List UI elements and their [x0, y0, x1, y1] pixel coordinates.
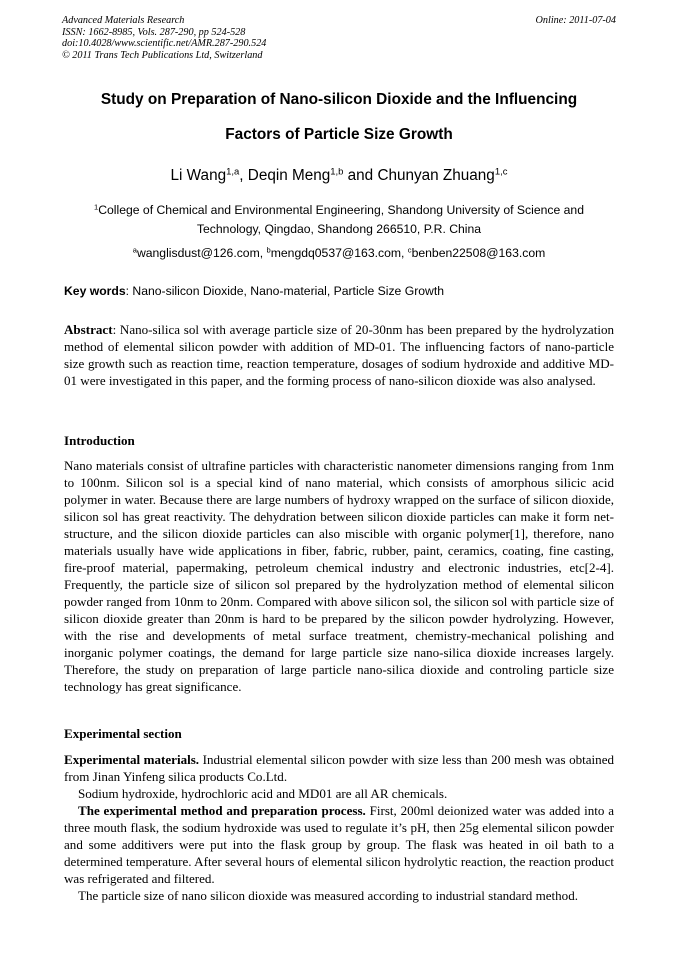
journal-header [62, 15, 616, 61]
materials-paragraph [64, 751, 614, 785]
affiliation-text: College of Chemical and Environmental Engineering, Shandong University of Science and Technology, Qingdao, Shandong 266510, P.R. China [98, 203, 584, 236]
author-affil-mark: 1,a [226, 166, 240, 178]
email-list [62, 244, 616, 262]
affiliation [72, 201, 606, 239]
keywords [64, 283, 616, 299]
method-label: The experimental method and preparation process. [78, 803, 366, 818]
materials-text: Industrial elemental silicon powder with size less than 200 mesh was obtained from Jinan Yinfeng silica products Co.Ltd. [64, 752, 615, 784]
experimental-text [64, 751, 614, 904]
introduction-text: Nano materials consist of ultrafine particles with characteristic nanometer dimensions ranging from 1nm to 100nm. Silicon sol is a special kind of nano material, which consists of amorphous silicic acid polymer in water. Because there are large numbers of hydroxy wrapped on the surface of silicon dioxide, silicon sol has great reactivity. The dehydration between silicon dioxide particles can make it form net-structure, and the silicon dioxide particles can also miscible with organic polymer[1], therefore, nano materials usually have wide applications in fiber, fabric, rubber, paint, ceramics, coating, fine casting, fire-proof material, papermaking, petroleum chemical industry and electronic industries, etc[2-4]. Frequently, the particle size of silicon sol prepared by the hydrolyzation method of elemental silicon powder ranged from 10nm to 20nm. Compared with above silicon sol, the silicon sol with particle size of silicon dioxide greater than 20nm is hard to be prepared by the silicon powder hydrolyzing. However, with the rise and developments of metal surface treatment, chemistry-mechanical polishing and inorganic polymer coatings, the demand for large particle size nano-silica dioxide increases largely. Therefore, the study on preparation of large particle nano-silica dioxide and controling particle size technology has great significance. [64, 458, 614, 694]
author-separator: , [239, 167, 248, 184]
email-separator: , [401, 246, 408, 260]
author-name: Deqin Meng [247, 167, 331, 184]
author-name: Li Wang [170, 167, 227, 184]
measurement-paragraph: The particle size of nano silicon dioxide was measured according to industrial standard method. [78, 888, 578, 903]
author-separator: and [343, 167, 378, 184]
method-text: First, 200ml deionized water was added into a three mouth flask, the sodium hydroxide was used to regulate it’s pH, then 25g elemental silicon powder and some additivers were put into the flask group by group. The flask was heated in oil bath to a determined temperature. After several hours of elemental silicon hydrolytic reaction, the reaction product was refrigerated and filtered. [64, 803, 614, 886]
abstract [64, 321, 614, 389]
copyright-line: © 2011 Trans Tech Publications Ltd, Switzerland [62, 49, 263, 61]
author-affil-mark: 1,c [494, 166, 508, 178]
keywords-label: Key words [64, 284, 126, 298]
abstract-label: Abstract [64, 322, 113, 337]
journal-name: Advanced Materials Research [62, 15, 185, 26]
email-mark: b [266, 245, 271, 255]
author-affil-mark: 1,b [330, 166, 344, 178]
issn-line: ISSN: 1662-8985, Vols. 287-290, pp 524-528 [62, 26, 246, 38]
email-address: wanglisdust@126.com [136, 246, 260, 260]
doi-line: doi:10.4028/www.scientific.net/AMR.287-290.524 [62, 38, 267, 50]
keywords-text: : Nano-silicon Dioxide, Nano-material, Particle Size Growth [125, 284, 444, 298]
email-address: benben22508@163.com [411, 246, 546, 260]
experimental-heading: Experimental section [64, 726, 182, 741]
email-mark: c [407, 245, 412, 255]
email-separator: , [259, 246, 267, 260]
abstract-text: : Nano-silica sol with average particle size of 20-30nm has been prepared by the hydrolyzation method of elemental silicon powder with addition of MD-01. The influencing factors of nano-particle size growth such as reaction time, reaction temperature, dosages of sodium hydroxide and additive MD-01 were investigated in this paper, and the forming process of nano-silicon dioxide was also analysed. [64, 322, 614, 388]
introduction-heading: Introduction [64, 433, 135, 448]
author-name: Chunyan Zhuang [377, 167, 495, 184]
online-date: Online: 2011-07-04 [535, 15, 616, 26]
paper-title-line-1: Study on Preparation of Nano-silicon Dioxide and the Influencing [100, 91, 578, 108]
method-paragraph [64, 802, 614, 887]
materials-label: Experimental materials. [64, 752, 200, 767]
email-address: mengdq0537@163.com [270, 246, 402, 260]
affiliation-mark: 1 [94, 202, 99, 212]
author-list [62, 166, 616, 186]
paper-title-line-2: Factors of Particle Size Growth [225, 126, 453, 143]
email-mark: a [132, 245, 137, 255]
chemicals-paragraph: Sodium hydroxide, hydrochloric acid and MD01 are all AR chemicals. [78, 786, 448, 801]
